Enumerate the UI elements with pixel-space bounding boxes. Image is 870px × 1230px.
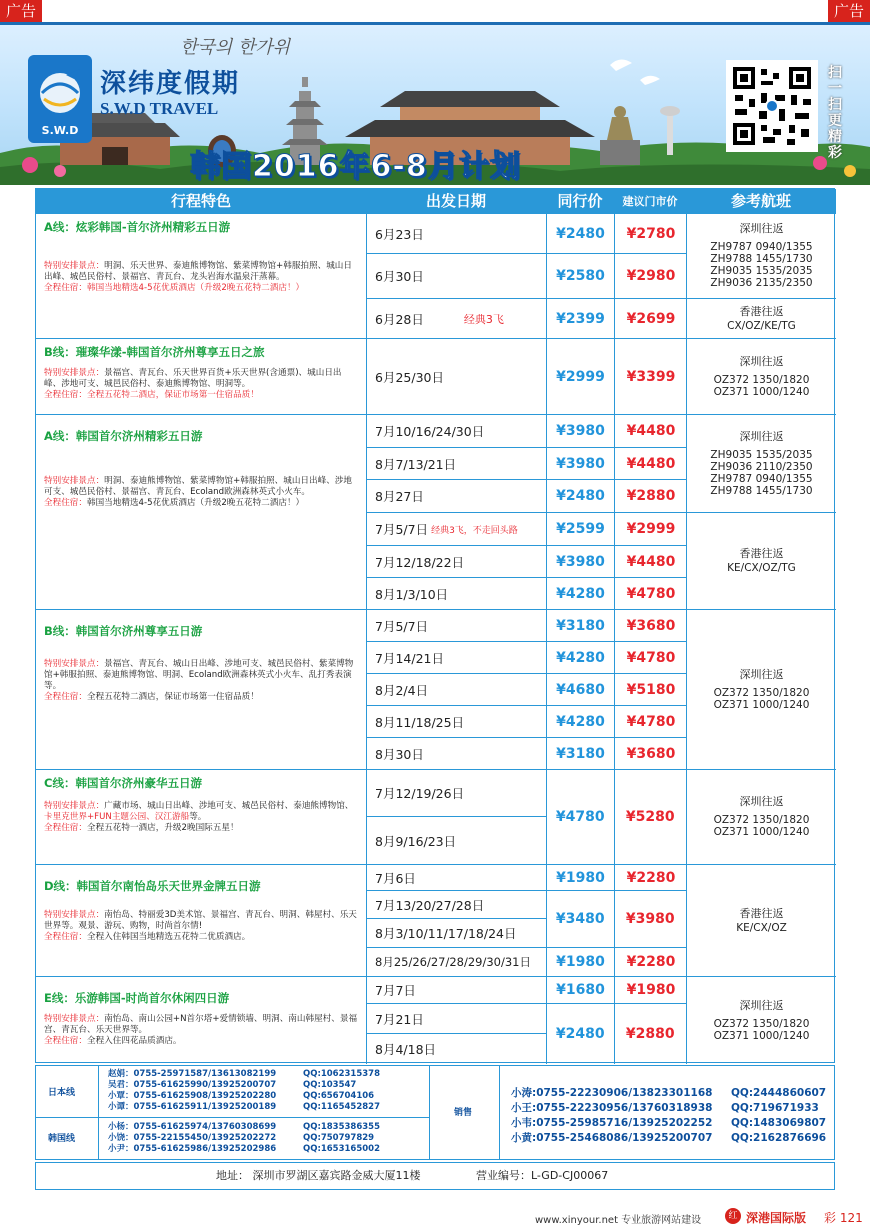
peer-price: ¥3980 (547, 546, 615, 577)
route-title: A线：炫彩韩国-首尔济州精彩五日游 (44, 220, 231, 234)
route-special: 特别安排景点：明洞、泰迪熊博物馆、紫菜博物馆+韩服拍照、城山日出峰、涉地可支、城邑民俗村、景福宫、青瓦台、Ecoland欧洲森林英式小火车。 (44, 476, 352, 497)
merged-price-row (546, 891, 686, 948)
departure-date: 7月7日 (367, 977, 547, 1003)
route-hotel: 全程住宿：全程五花特二酒店，保证市场第一住宿品质！ (44, 692, 259, 702)
contacts-divider (429, 1066, 430, 1159)
peer-price: ¥1680 (547, 977, 615, 1003)
route-special: 特别安排景点：南怡岛、特丽爱3D美术馆、景福宫、青瓦台、明洞、韩屋村、乐天世界等。观景、游玩、购物，时尚首尔情! (44, 910, 357, 931)
route-title: A线：韩国首尔济州精彩五日游 (44, 429, 203, 443)
route-hotel: 全程住宿：韩国当地精选4-5花优质酒店（升级2晚五花特二酒店！） (44, 283, 305, 293)
edition-badge: 红 (725, 1208, 741, 1224)
table-row (366, 891, 546, 919)
route-a-seoul-jeju-colorful (36, 214, 366, 339)
contact-item: 小谭：0755-61625911/13925200189 QQ:1165452827 (108, 1102, 380, 1112)
retail-price: ¥5280 (625, 809, 675, 825)
route-title: C线：韩国首尔济州豪华五日游 (44, 776, 202, 790)
route-a-seoul-jeju-wonderful (36, 415, 366, 610)
retail-price: ¥1980 (626, 982, 676, 998)
flight-info: 深圳往返 OZ372 1350/1820 OZ371 1000/1240 (686, 339, 836, 415)
table-row (366, 706, 686, 738)
retail-price: ¥2280 (626, 954, 676, 970)
route-d-nami-lotte-world (36, 865, 366, 977)
header-flights: 参考航班 (730, 192, 791, 210)
itinerary-table (35, 188, 835, 1063)
contact-item: 小涛:0755-22230906/13823301168 QQ:2444860607 (511, 1087, 827, 1099)
peer-price: ¥3180 (547, 738, 615, 769)
korea-line-label: 韩国线 (48, 1134, 76, 1144)
table-row (366, 339, 686, 415)
contact-item: 小杨：0755-61625974/13760308699 QQ:1835386355 (108, 1122, 380, 1132)
table-row (366, 1004, 546, 1034)
table-row (366, 865, 686, 891)
retail-price: ¥3680 (626, 617, 676, 634)
ad-label-right: 广告 (828, 0, 870, 22)
retail-price: ¥2699 (626, 310, 676, 327)
peer-price: ¥2399 (547, 299, 615, 338)
route-c-seoul-jeju-luxury (36, 770, 366, 865)
retail-price: ¥2280 (626, 869, 676, 886)
contacts-box (35, 1065, 835, 1160)
brand-logo (28, 55, 92, 143)
route-hotel: 全程住宿：全程五花特二酒店，保证市场第一住宿品质！ (44, 390, 259, 400)
page-footer (0, 1200, 870, 1230)
peer-price: ¥1980 (547, 948, 615, 976)
departure-date: 6月28日 经典3飞 (367, 299, 547, 338)
contacts-divider (98, 1066, 99, 1159)
contact-item: 吴君：0755-61625990/13925200707 QQ:103547 (108, 1080, 357, 1090)
peer-price: ¥4280 (547, 578, 615, 609)
route-special: 特别安排景点：广藏市场、城山日出峰、涉地可支、城邑民俗村、泰迪熊博物馆、卡里克世界+FUN主题公园、汉江游船等。 (44, 801, 354, 822)
peer-price: ¥3980 (547, 415, 615, 447)
sales-label: 销售 (454, 1108, 473, 1118)
departure-date: 8月25/26/27/28/29/30/31日 (367, 948, 547, 976)
page-number: 彩 121 (824, 1211, 863, 1225)
route-hotel: 全程住宿：全程入住韩国当地精选五花特二优质酒店。 (44, 932, 251, 942)
retail-price: ¥2980 (626, 268, 676, 284)
flight-info: 香港往返 KE/CX/OZ/TG (686, 513, 836, 610)
table-row (366, 770, 546, 817)
brand-name-en: S.W.D TRAVEL (100, 99, 219, 118)
flight-info: 香港往返 KE/CX/OZ (686, 865, 836, 977)
peer-price: ¥2480 (547, 214, 615, 253)
contact-item: 赵娟：0755-25971587/13613082199 QQ:1062315378 (108, 1069, 380, 1079)
header-retail-price: 建议门市价 (622, 195, 678, 208)
japan-line-label: 日本线 (48, 1088, 76, 1098)
table-row (366, 977, 686, 1004)
banner-slogan: 한국의 한가위 (180, 37, 291, 58)
departure-date: 8月30日 (367, 738, 547, 769)
peer-price: ¥4280 (547, 642, 615, 673)
peer-price: ¥2580 (547, 254, 615, 298)
table-row (366, 254, 686, 299)
contacts-divider (36, 1117, 429, 1118)
retail-price: ¥4780 (626, 713, 676, 730)
qr-code-icon (731, 65, 813, 147)
retail-price: ¥4780 (626, 585, 676, 602)
table-row (366, 948, 686, 977)
peer-price: ¥4780 (547, 770, 615, 864)
license-number: 营业编号：L-GD-CJ00067 (476, 1169, 609, 1182)
contact-item: 小饶：0755-22155450/13925202272 QQ:750797829 (108, 1133, 375, 1143)
route-title: E线：乐游韩国-时尚首尔休闲四日游 (44, 991, 230, 1005)
departure-date: 8月11/18/25日 (367, 706, 547, 737)
retail-price: ¥3680 (626, 745, 676, 762)
table-row (366, 919, 546, 948)
table-row (366, 480, 686, 513)
contact-item: 小覃：0755-61625908/13925202280 QQ:656704106 (108, 1091, 375, 1101)
peer-price: ¥1980 (547, 865, 615, 890)
table-row (366, 513, 686, 546)
table-row (366, 214, 686, 254)
sales-contacts (511, 1086, 827, 1146)
contact-item: 小王:0755-22230956/13760318938 QQ:719671933 (511, 1102, 819, 1114)
peer-price: ¥3480 (547, 891, 615, 947)
retail-price: ¥2999 (626, 521, 676, 537)
peer-price: ¥3980 (547, 448, 615, 479)
retail-price: ¥5180 (626, 681, 676, 698)
table-row (366, 674, 686, 706)
merged-price-row (546, 770, 686, 865)
route-hotel: 全程住宿：全程五花特一酒店，升级2晚国际五星！ (44, 823, 239, 833)
departure-date: 7月10/16/24/30日 (367, 415, 547, 447)
table-row (366, 642, 686, 674)
flight-info: 深圳往返 OZ372 1350/1820 OZ371 1000/1240 (686, 770, 836, 865)
ad-label-left: 广告 (0, 0, 42, 22)
contacts-divider (499, 1066, 500, 1159)
route-special: 特别安排景点：明洞、乐天世界、泰迪熊博物馆、紫菜博物馆+韩服拍照、城山日出峰、城邑民俗村、景福宫、青瓦台、龙头岩海水温泉汗蒸幕。 (44, 261, 352, 282)
table-row (366, 448, 686, 480)
header-peer-price: 同行价 (557, 192, 603, 210)
departure-date: 8月1/3/10日 (367, 578, 547, 609)
table-row (366, 738, 686, 770)
merged-price-row (546, 1004, 686, 1064)
departure-date: 7月21日 (375, 1011, 424, 1027)
departure-date: 8月7/13/21日 (367, 448, 547, 479)
table-row (366, 610, 686, 642)
footer-site: www.xinyour.net 专业旅游网站建设 (535, 1215, 702, 1226)
peer-price: ¥2480 (547, 1004, 615, 1064)
retail-price: ¥2880 (626, 488, 676, 504)
contact-item: 小韦:0755-25985716/13925202252 QQ:1483069807 (511, 1117, 827, 1129)
departure-date: 8月27日 (367, 480, 547, 512)
route-b-seoul-jeju-premium (36, 339, 366, 415)
address-bar (35, 1162, 835, 1190)
retail-price: ¥4780 (626, 649, 676, 666)
table-row (366, 1034, 546, 1064)
header-date: 出发日期 (425, 192, 486, 210)
flight-info: 香港往返 CX/OZ/KE/TG (686, 299, 836, 339)
retail-price: ¥4480 (626, 455, 676, 472)
table-row (366, 415, 686, 448)
contact-item: 小黄:0755-25468086/13925200707 QQ:2162876696 (511, 1132, 827, 1144)
route-hotel: 全程住宿：全程入住四花品质酒店。 (44, 1036, 182, 1046)
peer-price: ¥2999 (547, 339, 615, 414)
departure-date: 8月4/18日 (375, 1042, 437, 1057)
brand-logo-text: S.W.D (41, 124, 79, 137)
peer-price: ¥2599 (547, 513, 615, 545)
departure-date: 7月13/20/27/28日 (375, 897, 485, 913)
departure-date: 7月12/19/26日 (375, 786, 465, 801)
header-features: 行程特色 (170, 192, 231, 210)
flight-info: 深圳往返 ZH9787 0940/1355 ZH9788 1455/1730 ZH9035 1535/2035 ZH9036 2135/2350 (686, 214, 836, 299)
retail-price: ¥2880 (625, 1026, 675, 1042)
peer-price: ¥2480 (547, 480, 615, 512)
departure-date: 7月5/7日 (367, 610, 547, 641)
table-row (366, 299, 686, 339)
departure-date: 8月9/16/23日 (375, 833, 457, 849)
edition-name: 深港国际版 (746, 1211, 807, 1225)
scan-prompt: 扫一扫更精彩 (828, 65, 842, 161)
flight-info: 深圳往返 OZ372 1350/1820 OZ371 1000/1240 (686, 977, 836, 1064)
departure-date: 7月12/18/22日 (367, 546, 547, 577)
route-special: 特别安排景点：景福宫、青瓦台、乐天世界百货+乐天世界(含通票)、城山日出峰、涉地可支、城邑民俗村、泰迪熊博物馆、明洞等。 (44, 368, 342, 389)
departure-date: 7月5/7日 经典3飞，不走回头路 (367, 513, 547, 545)
departure-date: 6月25/30日 (367, 339, 547, 414)
route-b-seoul-jeju-deluxe (36, 610, 366, 770)
route-title: D线：韩国首尔南怡岛乐天世界金牌五日游 (44, 879, 261, 893)
brand-block (28, 55, 268, 155)
departure-date: 7月6日 (367, 865, 547, 890)
table-row (366, 817, 546, 865)
peer-price: ¥3180 (547, 610, 615, 641)
peer-price: ¥4680 (547, 674, 615, 705)
brand-name-cn: 深纬度假期 (100, 69, 241, 99)
route-special: 特别安排景点：景福宫、青瓦台、城山日出峰、涉地可支、城邑民俗村、紫菜博物馆+韩服拍照、泰迪熊博物馆、明洞、Ecoland欧洲森林英式小火车、乱打秀表演等。 (44, 659, 354, 691)
address: 地址： 深圳市罗湖区嘉宾路金威大厦11楼 (216, 1169, 421, 1182)
flight-info: 深圳往返 ZH9035 1535/2035 ZH9036 2110/2350 ZH9787 0940/1355 ZH9788 1455/1730 (686, 415, 836, 513)
peer-price: ¥4280 (547, 706, 615, 737)
route-e-seoul-leisure (36, 977, 366, 1064)
departure-date: 8月3/10/11/17/18/24日 (375, 926, 517, 941)
contact-item: 小尹：0755-61625986/13925202986 QQ:1653165002 (108, 1144, 380, 1154)
date-note: 经典3飞，不走回头路 (431, 525, 518, 536)
qr-code[interactable] (726, 60, 818, 152)
table-row (366, 578, 686, 610)
date-note: 经典3飞 (463, 312, 504, 326)
route-title: B线：韩国首尔济州尊享五日游 (44, 624, 203, 638)
flight-info: 深圳往返 OZ372 1350/1820 OZ371 1000/1240 (686, 610, 836, 770)
departure-date: 7月14/21日 (367, 642, 547, 673)
route-hotel: 全程住宿：韩国当地精选4-5花优质酒店（升级2晚五花特二酒店！） (44, 498, 305, 508)
japan-contacts (108, 1069, 380, 1113)
korea-contacts (108, 1122, 380, 1155)
banner-title: 韩国2016年6-8月计划 (190, 149, 521, 184)
departure-date: 6月23日 (367, 214, 547, 253)
route-title: B线：璀璨华漾-韩国首尔济州尊享五日之旅 (44, 345, 265, 359)
table-row (366, 546, 686, 578)
departure-date: 6月30日 (367, 254, 547, 298)
retail-price: ¥3980 (625, 911, 675, 927)
retail-price: ¥2780 (626, 225, 676, 242)
departure-date: 8月2/4日 (367, 674, 547, 705)
retail-price: ¥3399 (626, 368, 676, 385)
retail-price: ¥4480 (626, 423, 676, 439)
route-special: 特别安排景点：南怡岛、南山公园+N首尔塔+爱情锁墙、明洞、南山韩屋村、景福宫、青瓦台、乐天世界等。 (44, 1014, 358, 1035)
table-header (36, 189, 836, 214)
banner (0, 25, 870, 185)
retail-price: ¥4480 (626, 553, 676, 570)
